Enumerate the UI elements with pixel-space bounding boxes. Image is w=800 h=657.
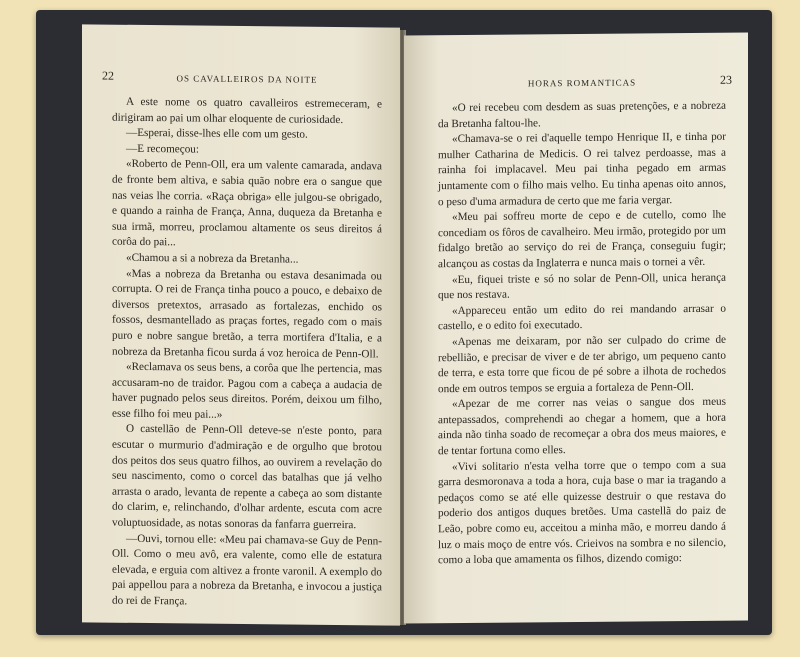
paragraph: A este nome os quatro cavalleiros estremeceram, e dirigiram ao pai um olhar eloquente de curiosidade. <box>112 95 382 126</box>
paragraph: «Mas a nobreza da Bretanha ou estava desanimada ou corrupta. O rei de França tinha pouco a pouco, e debaixo de diversos pretextos, arrasado as fortalezas, enchido os fossos, desmantellado as praças fortes, regado com o mais puro e nobre sangue bretão, a terra mortifera d'Italia, e a nobreza da Bretanha ficou surda á voz heroica de Penn-Oll. <box>112 267 382 360</box>
paragraph: «Chamou a si a nobreza da Bretanha... <box>126 251 299 266</box>
paragraph: —Esperai, disse-lhes elle com um gesto. <box>126 126 308 141</box>
left-page <box>82 24 400 625</box>
right-running-head: HORAS ROMANTICAS <box>527 77 637 89</box>
paragraph: «Chamava-se o rei d'aquelle tempo Henrique II, e tinha por mulher Catharina de Medicis. O rei talvez perdoasse, mas a rainha foi implacavel. Meu pai tinha pegado em armas juntamente com o filho mais velho. Eu tinha apenas oito annos, o peso d'uma armadura de certo que me faria vergar. <box>438 130 726 208</box>
right-page-number: 23 <box>720 72 732 87</box>
paragraph: —Ouvi, tornou elle: «Meu pai chamava-se Guy de Penn-Oll. Como o meu avô, era valente, como elle de estatura elevada, e erguia com altivez a fronte varonil. A exemplo do pai appellou para a nobreza da Bretanha, e invocou a justiça do rei de França. <box>112 532 382 608</box>
left-page-header <box>102 68 382 92</box>
right-page <box>404 32 748 623</box>
paragraph: «Apezar de me correr nas veias o sangue dos meus antepassados, comprehendi ao chegar a homem, que a hora ainda não tinha soado de recomeçar a obra dos meus maiores, e de tentar fortuna como elles. <box>438 395 726 458</box>
paragraph: «O rei recebeu com desdem as suas pretenções, e a nobreza da Bretanha faltou-lhe. <box>438 99 726 130</box>
paragraph: «Vivi solitario n'esta velha torre que o tempo com a sua garra desmoronava a toda a hora, cuja base o mar ia tragando a pedaços como se até elle quizesse destruir o que restava do poderio dos antigos duques bretões. Uma castellã do paiz de Leão, pobre como eu, acceitou a minha mão, e morreu dando á luz o mais moço de entre vós. Crieivos na sombra e no silencio, como a loba que amamenta os filhos, dizendo comigo: <box>438 458 726 567</box>
paragraph: «Meu pai soffreu morte de cepo e de cutello, como lhe concediam os fôros de cavalheiro. Meu irmão, protegido por um fidalgo bretão ao serviço do rei de França, conseguiu fugir; alcançou as costas da Inglaterra e nunca mais o tornei a vêr. <box>438 208 726 271</box>
paragraph: O castellão de Penn-Oll deteve-se n'este ponto, para escutar o murmurio d'admiração e de orgulho que brotou dos peitos dos seus quatro filhos, ao ouvirem a revelação do seu nascimento, como o corcel das batalhas que já velho arrasta o arado, levanta de repente a cabeça ao som distante do clarim, e, relinchando, d'olhar ardente, escuta com acre voluptuosidade, as notas sonoras da fanfarra guerreira. <box>112 423 382 532</box>
paragraph: «Eu, fiquei triste e só no solar de Penn-Oll, unica herança que nos restava. <box>438 271 726 302</box>
paragraph: «Roberto de Penn-Oll, era um valente camarada, andava de fronte bem altiva, e sabia quão nobre era o sangue que nas veias lhe corria. «Raça obriga» elle julgou-se obrigado, e quando a rainha de França, Anna, duqueza da Bretanha e sua irmã, morreu, proclamou altamente os seus direitos á corôa do pai... <box>112 158 382 249</box>
paragraph: «Reclamava os seus bens, a corôa que lhe pertencia, mas accusaram-no de traidor. Pagou com a cabeça a audacia de haver pugnado pelos seus direitos. Porém, deixou um filho, esse filho foi meu pai...» <box>112 360 382 421</box>
right-page-text <box>438 99 726 569</box>
paragraph: —E recomeçou: <box>126 142 199 156</box>
paragraph: «Apenas me deixaram, por não ser culpado do crime de rebellião, e precisar de viver e de ter abrigo, um pequeno canto de terra, e esta torre que ficou de pé sobre a ilhota de rochedos onde em outros tempos se erguia a fortaleza de Penn-Oll. <box>438 333 726 395</box>
right-page-header <box>438 72 732 96</box>
left-page-number: 22 <box>102 68 114 83</box>
left-running-head: OS CAVALLEIROS DA NOITE <box>176 73 318 85</box>
left-page-text <box>112 95 382 612</box>
paragraph: «Appareceu então um edito do rei mandando arrasar o castello, e o edito foi executado. <box>438 302 726 333</box>
